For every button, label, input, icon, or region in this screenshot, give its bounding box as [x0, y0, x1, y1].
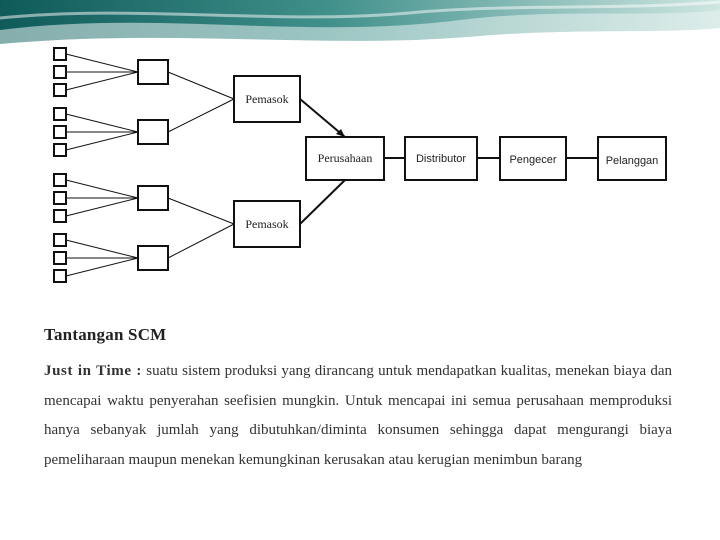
sub-supplier-node	[138, 186, 168, 210]
company-label: Perusahaan	[317, 151, 373, 165]
sub-supplier-node	[138, 60, 168, 84]
retailer-label: Pengecer	[509, 154, 557, 166]
sub-supplier-node	[138, 120, 168, 144]
raw-supplier-node	[54, 48, 66, 60]
raw-supplier-node	[54, 210, 66, 222]
jit-paragraph	[44, 357, 672, 475]
raw-supplier-node	[54, 84, 66, 96]
distributor-label: Distributor	[415, 153, 467, 165]
raw-supplier-node	[54, 174, 66, 186]
raw-supplier-node	[54, 144, 66, 156]
raw-supplier-node	[54, 252, 66, 264]
jit-term: Just in Time :	[44, 363, 143, 379]
section-heading: Tantangan SCM	[44, 325, 167, 344]
sub-supplier-node	[138, 246, 168, 270]
raw-supplier-node	[54, 108, 66, 120]
raw-supplier-node	[54, 126, 66, 138]
supplier-bottom-label: Pemasok	[245, 217, 289, 231]
raw-supplier-node	[54, 192, 66, 204]
raw-supplier-node	[54, 270, 66, 282]
jit-definition: suatu sistem produksi yang dirancang untuk mendapatkan kualitas, menekan biaya dan mencapai waktu penyerahan seefisien mungkin. Untuk mencapai ini semua perusahaan memproduksi hanya sebanyak jumlah yang dibutuhkan/diminta konsumen sehingga dapat mengurangi biaya pemeliharaan maupun menekan kemungkinan kerusakan atau kerugian menimbun barang	[44, 363, 672, 468]
raw-supplier-node	[54, 66, 66, 78]
customer-label: Pelanggan	[605, 155, 659, 167]
raw-supplier-node	[54, 234, 66, 246]
supplier-top-label: Pemasok	[245, 92, 289, 106]
